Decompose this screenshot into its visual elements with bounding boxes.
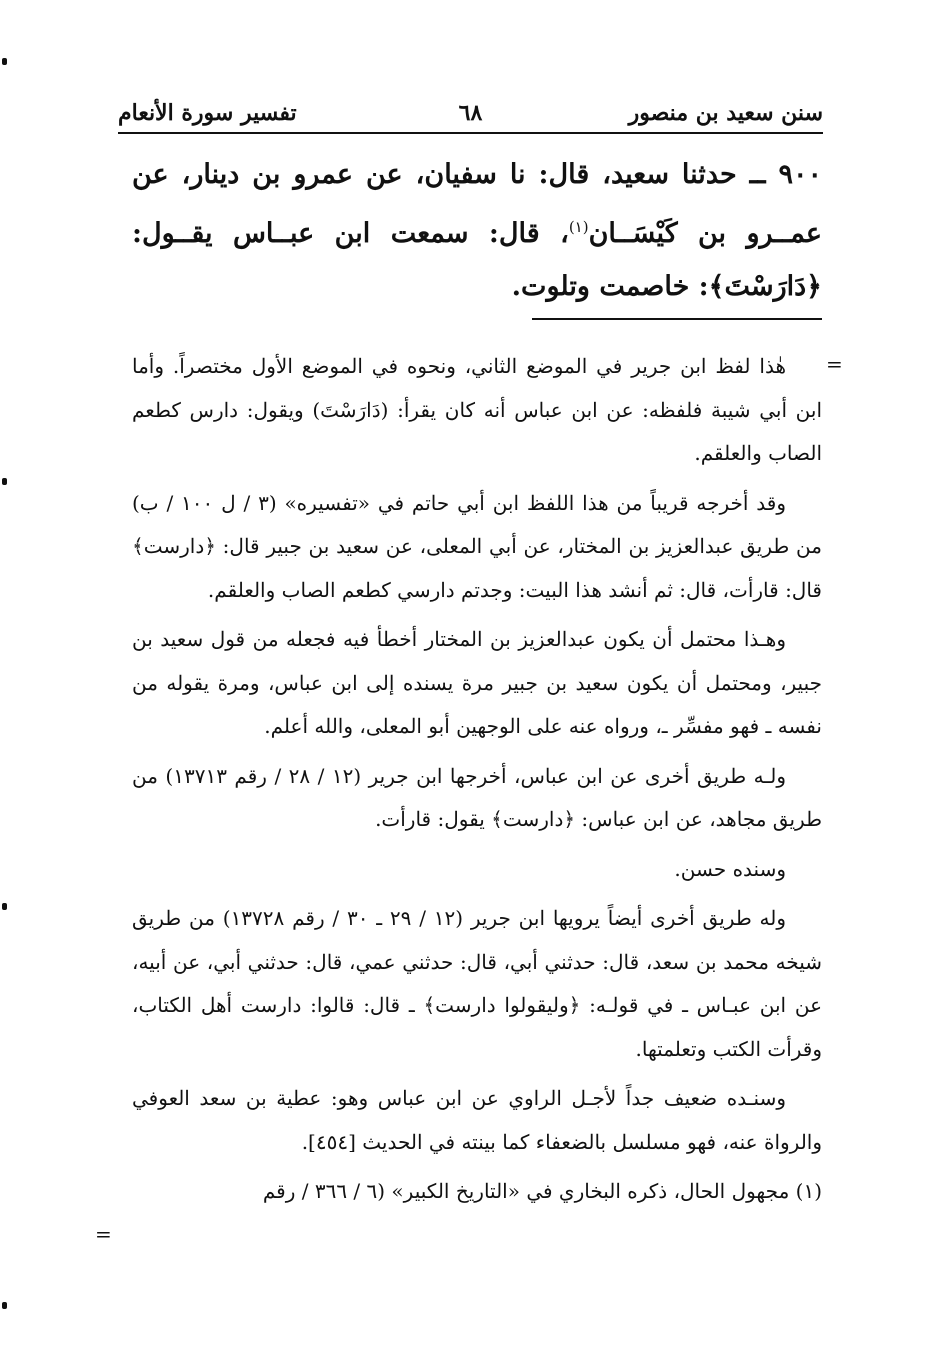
note-paragraph: وسنـده ضعيف جداً لأجـل الراوي عن ابن عباس وهو: عطية بن سعد العوفي والرواة عنه، فهو مسلسل بالضعفاء كما بينته في الحديث [٤٥٤]. (132, 1086, 822, 1154)
hadith-isnad: ــ حدثنا سعيد، قال: نا سفيان، عن عمرو بن دينار، عن عمــرو بن كَيْسَــان (132, 159, 822, 249)
note-paragraph: وسنده حسن. (674, 856, 786, 881)
section-title: تفسير سورة الأنعام (118, 100, 297, 126)
hadith-matn: ، قال: سمعت ابن عبــاس يقــول: ﴿دَارَسْتَ﴾: خاصمت وتلوت. (132, 218, 822, 302)
continuation-mark-start: = (826, 352, 843, 376)
page-number: ٦٨ (458, 100, 483, 126)
scan-speck (2, 58, 7, 65)
scan-speck (2, 1302, 7, 1309)
note-paragraph: وقد أخرجه قريباً من هذا اللفظ ابن أبي حاتم في «تفسيره» (٣ / ل ١٠٠ / ب) من طريق عبدالعزيز بن المختار، عن أبي المعلى، عن سعيد بن جبير قال: ﴿دارست﴾ قال: قارأت، قال: ثم أنشد هذا البيت: وجدتم دارسي كطعم الصاب والعلقم. (132, 490, 822, 602)
scan-speck (2, 903, 7, 910)
book-title: سنن سعيد بن منصور (628, 100, 823, 126)
footnotes (132, 345, 822, 1220)
note-paragraph: وهـذا محتمل أن يكون عبدالعزيز بن المختار أخطأ فيه فجعله من قول سعيد بن جبير، ومحتمل أن يكون سعيد بن جبير مرة يسنده إلى ابن عباس، ومرة يقوله من نفسه ـ فهو مفسِّر ـ، ورواه عنه على الوجهين أبو المعلى، والله أعلم. (132, 627, 822, 738)
hadith-number: ٩٠٠ (778, 159, 822, 190)
footnote-separator (532, 318, 822, 320)
note-paragraph: هٰذا لفظ ابن جرير في الموضع الثاني، ونحوه في الموضع الأول مختصراً. وأما ابن أبي شيبة فلفظه: عن ابن عباس أنه كان يقرأ: (دَارَسْتَ) ويقول: دارس كطعم الصاب والعلقم. (132, 354, 822, 465)
note-paragraph: ولـه طريق أخرى عن ابن عباس، أخرجها ابن جرير (١٢ / ٢٨ / رقم ١٣٧١٣) من طريق مجاهد، عن ابن عباس: ﴿دارست﴾ يقول: قارأت. (132, 763, 822, 831)
hadith-text (132, 148, 822, 313)
note-paragraph: وله طريق أخرى أيضاً يرويها ابن جرير (١٢ / ٢٩ ـ ٣٠ / رقم ١٣٧٢٨) من طريق شيخه محمد بن سعد، قال: حدثني أبي، قال: حدثني عمي، قال: حدثني أبي، عن أبيه، عن ابن عبـاس ـ في قولـه: ﴿وليقولوا دارست﴾ ـ قال: قالوا: دارست أهل الكتاب، وقرأت الكتب وتعلمتها. (132, 906, 822, 1061)
running-header (118, 82, 823, 126)
header-rule (118, 132, 823, 134)
continuation-mark-end: = (95, 1222, 112, 1246)
scan-speck (2, 478, 7, 485)
footnote-1: (١) مجهول الحال، ذكره البخاري في «التاريخ الكبير» (٦ / ٣٦٦ / رقم (262, 1179, 822, 1203)
footnote-ref: (١) (568, 218, 589, 236)
